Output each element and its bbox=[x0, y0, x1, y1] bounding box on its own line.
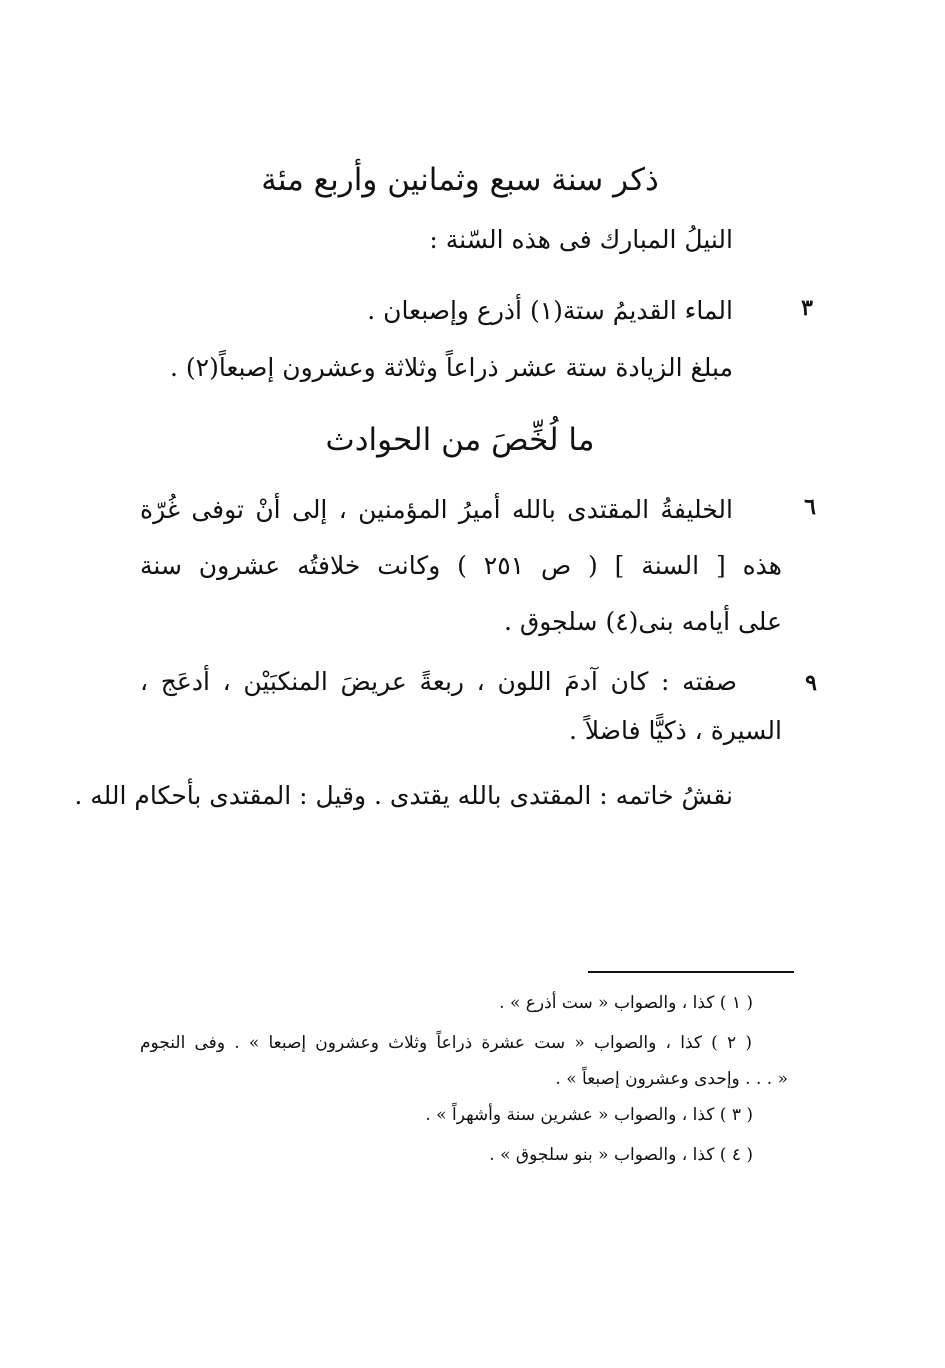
nile-intro: النيلُ المبارك فى هذه السّنة : bbox=[429, 225, 733, 254]
margin-number: ٩ bbox=[805, 670, 817, 696]
nile-increase: مبلغ الزيادة ستة عشر ذراعاً وثلاثة وعشرون إصبعاً(٢) . bbox=[170, 353, 733, 382]
event-line: نقشُ خاتمه : المقتدى بالله يقتدى . وقيل : المقتدى بأحكام الله . bbox=[74, 781, 733, 810]
event-line: صفته : كان آدمَ اللون ، ربعةً عريضَ المنكبَيْن ، أدعَج ، bbox=[140, 667, 737, 696]
footnote: ( ٢ ) كذا ، والصواب « ست عشرة ذراعاً وثلاث وعشرون إصبعا » . وفى النجوم bbox=[140, 1033, 752, 1053]
footnote: « . . . وإحدى وعشرون إصبعاً » . bbox=[555, 1069, 788, 1089]
footnote: ( ١ ) كذا ، والصواب « ست أذرع » . bbox=[499, 993, 753, 1013]
event-line: على أيامه بنى(٤) سلجوق . bbox=[503, 607, 782, 636]
margin-number: ٦ bbox=[804, 494, 816, 520]
footnote-rule bbox=[588, 971, 794, 973]
nile-old-water: الماء القديمُ ستة(١) أذرع وإصبعان . bbox=[367, 296, 733, 325]
events-heading: ما لُخِّصَ من الحوادث bbox=[325, 422, 595, 458]
event-line: السيرة ، ذكيًّا فاضلاً . bbox=[568, 716, 782, 745]
footnote: ( ٤ ) كذا ، والصواب « بنو سلجوق » . bbox=[489, 1145, 753, 1165]
footnote: ( ٣ ) كذا ، والصواب « عشرين سنة وأشهراً » . bbox=[425, 1105, 753, 1125]
event-line: الخليفةُ المقتدى بالله أميرُ المؤمنين ، إلى أنْ توفى غُرّة bbox=[140, 495, 733, 524]
event-line: هذه [ السنة ] ( ص ٢٥١ ) وكانت خلافتُه عشرون سنة bbox=[140, 551, 782, 580]
margin-number: ٣ bbox=[801, 295, 813, 321]
year-heading: ذكر سنة سبع وثمانين وأربع مئة bbox=[261, 162, 659, 198]
